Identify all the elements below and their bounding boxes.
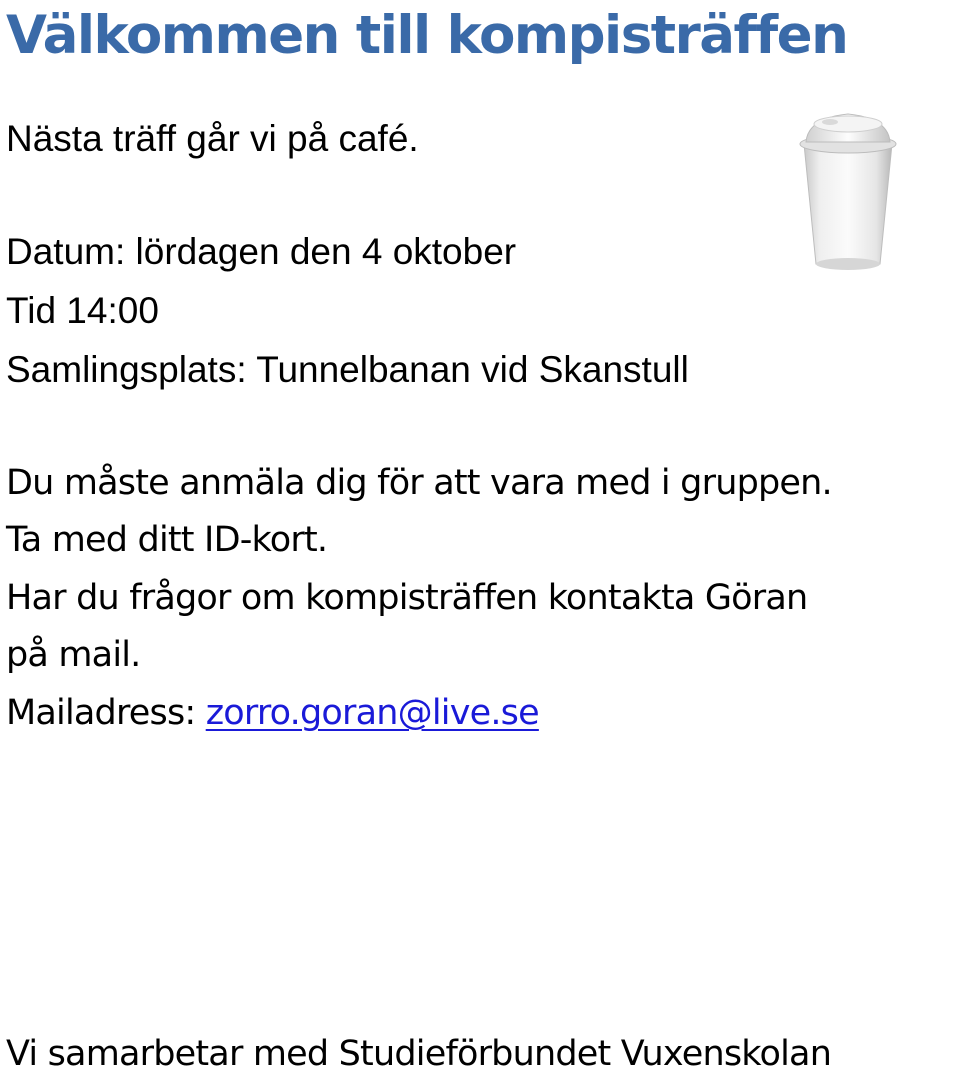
signup-text: Du måste anmäla dig för att vara med i gruppen. (6, 463, 832, 503)
mail-line (6, 684, 539, 742)
mail-link[interactable]: zorro.goran@live.se (205, 693, 539, 733)
coffee-cup-icon (792, 104, 904, 276)
mail-label: Mailadress: (6, 693, 206, 733)
meeting-point-text: Samlingsplats: Tunnelbanan vid Skanstull (6, 349, 689, 390)
intro-text: Nästa träff går vi på café. (6, 118, 419, 159)
page-title: Välkommen till kompisträffen (6, 5, 848, 66)
questions-text-continued: på mail. (6, 635, 141, 675)
questions-text: Har du frågor om kompisträffen kontakta Göran (6, 578, 808, 618)
date-text: Datum: lördagen den 4 oktober (6, 231, 517, 272)
id-card-text: Ta med ditt ID-kort. (6, 520, 328, 560)
footer-text: Vi samarbetar med Studieförbundet Vuxenskolan (6, 1034, 832, 1074)
time-text: Tid 14:00 (6, 290, 159, 331)
